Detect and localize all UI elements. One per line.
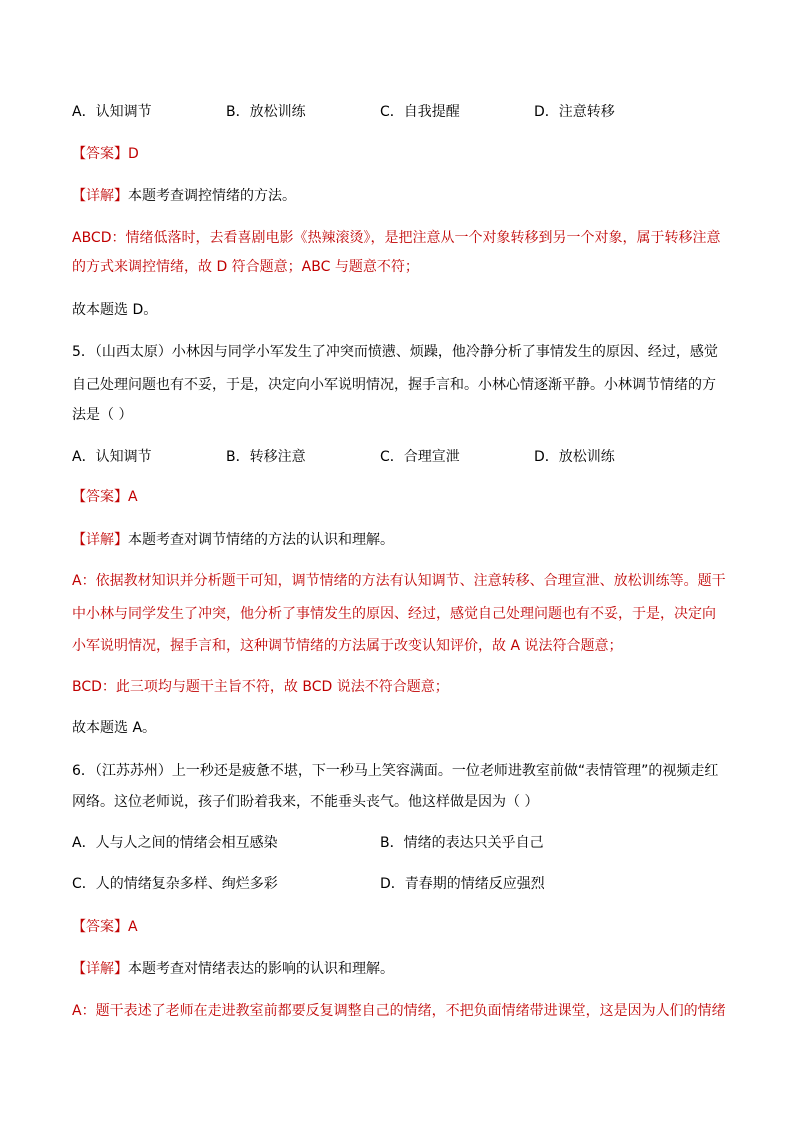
q6-stem-line-1: 6．（江苏苏州）上一秒还是疲惫不堪，下一秒马上笑容满面。一位老师进教室前做“表情管理”的视频走红 [72, 763, 719, 779]
answer-value: A [128, 489, 138, 505]
detail-text: 本题考查对情绪表达的影响的认识和理解。 [128, 961, 394, 977]
answer-label: 【答案】 [72, 919, 128, 935]
q4-analysis-line-2: 的方式来调控情绪，故 D 符合题意；ABC 与题意不符； [72, 259, 419, 275]
q4-option-b: B．放松训练 [226, 104, 306, 120]
q5-answer [72, 487, 138, 507]
q5-option-d: D．放松训练 [534, 449, 615, 465]
q5-analysis-line-4: BCD：此三项均与题干主旨不符，故 BCD 说法不符合题意； [72, 679, 449, 695]
q4-answer [72, 144, 139, 164]
q5-stem-line-2: 自己处理问题也有不妥，于是，决定向小军说明情况，握手言和。小林心情逐渐平静。小林调节情绪的方 [72, 377, 716, 393]
detail-label: 【详解】 [72, 188, 128, 204]
q5-analysis-line-2: 中小林与同学发生了冲突，他分析了事情发生的原因、经过，感觉自己处理问题也有不妥，于是，决定向 [72, 606, 716, 622]
q6-answer [72, 917, 138, 937]
q6-option-a: A．人与人之间的情绪会相互感染 [72, 835, 278, 851]
q5-conclusion: 故本题选 A。 [72, 720, 157, 736]
q5-stem-line-1: 5．（山西太原）小林因与同学小军发生了冲突而愤懑、烦躁，他冷静分析了事情发生的原因、经过，感觉 [72, 344, 718, 360]
q6-option-d: D．青春期的情绪反应强烈 [380, 876, 545, 892]
q4-option-a: A．认知调节 [72, 104, 152, 120]
q5-detail [72, 530, 394, 550]
q4-option-c: C．自我提醒 [380, 104, 460, 120]
detail-text: 本题考查调控情绪的方法。 [128, 188, 296, 204]
q6-option-c: C．人的情绪复杂多样、绚烂多彩 [72, 876, 278, 892]
q5-stem-line-3: 法是（ ） [72, 407, 133, 423]
q6-analysis-line-1: A：题干表述了老师在走进教室前都要反复调整自己的情绪，不把负面情绪带进课堂，这是因为人们的情绪 [72, 1003, 726, 1019]
detail-label: 【详解】 [72, 532, 128, 548]
q5-option-a: A．认知调节 [72, 449, 152, 465]
q4-conclusion: 故本题选 D。 [72, 302, 158, 318]
q4-detail [72, 186, 296, 206]
detail-label: 【详解】 [72, 961, 128, 977]
q6-stem-line-2: 网络。这位老师说，孩子们盼着我来，不能垂头丧气。他这样做是因为（ ） [72, 794, 539, 810]
answer-value: A [128, 919, 138, 935]
q4-analysis-line-1: ABCD：情绪低落时，去看喜剧电影《热辣滚烫》，是把注意从一个对象转移到另一个对象，属于转移注意 [72, 230, 721, 246]
answer-label: 【答案】 [72, 489, 128, 505]
q5-option-b: B．转移注意 [226, 449, 306, 465]
answer-value: D [128, 146, 139, 162]
q6-option-b: B．情绪的表达只关乎自己 [380, 835, 544, 851]
q5-analysis-line-1: A：依据教材知识并分析题干可知，调节情绪的方法有认知调节、注意转移、合理宣泄、放松训练等。题干 [72, 573, 726, 589]
q6-detail [72, 959, 394, 979]
q4-option-d: D．注意转移 [534, 104, 615, 120]
answer-label: 【答案】 [72, 146, 128, 162]
detail-text: 本题考查对调节情绪的方法的认识和理解。 [128, 532, 394, 548]
q5-analysis-line-3: 小军说明情况，握手言和，这种调节情绪的方法属于改变认知评价，故 A 说法符合题意； [72, 638, 623, 654]
q5-option-c: C．合理宣泄 [380, 449, 460, 465]
